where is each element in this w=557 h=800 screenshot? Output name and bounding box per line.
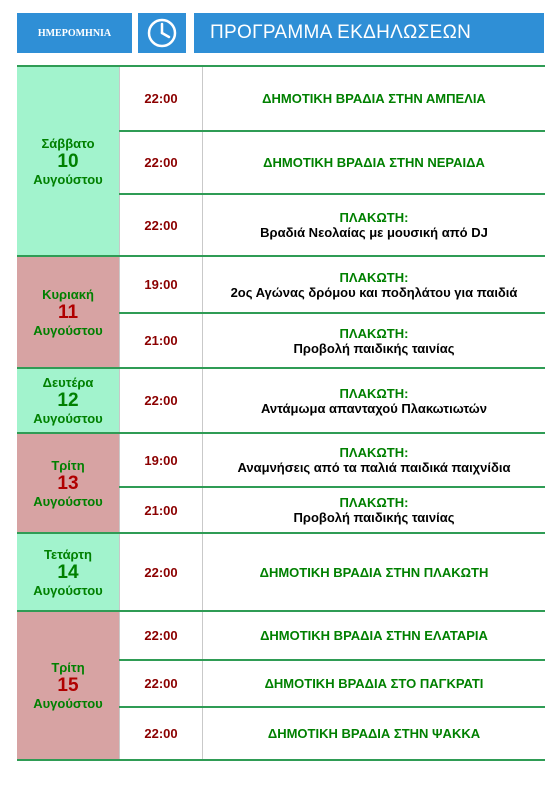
day-month: Αυγούστου bbox=[33, 696, 103, 711]
event-description bbox=[203, 67, 545, 130]
event-row bbox=[119, 312, 545, 367]
day-name: Τετάρτη bbox=[43, 546, 92, 562]
event-row bbox=[119, 612, 545, 659]
day-group bbox=[17, 432, 545, 532]
event-row bbox=[119, 257, 545, 312]
event-time: 22:00 bbox=[119, 612, 203, 659]
event-description bbox=[203, 314, 545, 367]
day-group bbox=[17, 610, 545, 761]
event-time: 22:00 bbox=[119, 67, 203, 130]
event-title: ΠΛΑΚΩΤΗ: bbox=[339, 210, 409, 225]
event-description bbox=[203, 612, 545, 659]
event-description bbox=[203, 257, 545, 312]
event-subtitle: 2ος Αγώνας δρόμου και ποδηλάτου για παιδιά bbox=[230, 284, 518, 300]
clock-icon bbox=[145, 16, 179, 50]
event-time: 21:00 bbox=[119, 488, 203, 532]
event-row bbox=[119, 706, 545, 759]
event-description bbox=[203, 488, 545, 532]
event-time: 22:00 bbox=[119, 132, 203, 193]
event-title: ΔΗΜΟΤΙΚΗ ΒΡΑΔΙΑ ΣΤΗΝ ΠΛΑΚΩΤΗ bbox=[259, 564, 489, 580]
day-number: 12 bbox=[57, 390, 79, 411]
day-cell bbox=[17, 434, 119, 532]
day-name: Σάββατο bbox=[41, 135, 95, 151]
event-row bbox=[119, 369, 545, 432]
day-name: Δευτέρα bbox=[42, 375, 94, 390]
day-name: Τρίτη bbox=[51, 660, 85, 675]
event-description bbox=[203, 195, 545, 255]
event-description bbox=[203, 434, 545, 486]
day-month: Αυγούστου bbox=[33, 582, 103, 598]
day-cell bbox=[17, 257, 119, 367]
event-description bbox=[203, 661, 545, 706]
day-group bbox=[17, 532, 545, 610]
event-row bbox=[119, 434, 545, 486]
day-number: 13 bbox=[57, 472, 79, 494]
day-number: 14 bbox=[57, 561, 79, 583]
event-description bbox=[203, 534, 545, 610]
day-group bbox=[17, 65, 545, 255]
event-row bbox=[119, 659, 545, 706]
event-title: ΠΛΑΚΩΤΗ: bbox=[339, 385, 409, 401]
event-row bbox=[119, 193, 545, 255]
event-subtitle: Αναμνήσεις από τα παλιά παιδικά παιχνίδια bbox=[237, 460, 511, 475]
event-description bbox=[203, 708, 545, 759]
event-subtitle: Βραδιά Νεολαίας με μουσική από DJ bbox=[260, 225, 488, 240]
day-month: Αυγούστου bbox=[33, 171, 103, 187]
event-time: 19:00 bbox=[119, 434, 203, 486]
event-subtitle: Αντάμωμα απανταχού Πλακωτιωτών bbox=[260, 400, 487, 416]
day-cell bbox=[17, 612, 119, 759]
day-cell bbox=[17, 67, 119, 255]
date-column-label: ΗΜΕΡΟΜΗΝΙΑ bbox=[37, 27, 112, 39]
event-title: ΔΗΜΟΤΙΚΗ ΒΡΑΔΙΑ ΣΤΗΝ ΨΑΚΚΑ bbox=[267, 726, 481, 741]
event-row bbox=[119, 534, 545, 610]
page-title-text: ΠΡΟΓΡΑΜΜΑ ΕΚΔΗΛΩΣΕΩΝ bbox=[210, 22, 472, 43]
event-time: 19:00 bbox=[119, 257, 203, 312]
clock-icon-box bbox=[138, 13, 186, 53]
date-column-header bbox=[17, 13, 132, 53]
event-time: 22:00 bbox=[119, 661, 203, 706]
day-name: Τρίτη bbox=[51, 457, 85, 473]
day-cell bbox=[17, 369, 119, 432]
event-time: 22:00 bbox=[119, 195, 203, 255]
event-row bbox=[119, 130, 545, 193]
event-description bbox=[203, 132, 545, 193]
event-title: ΔΗΜΟΤΙΚΗ ΒΡΑΔΙΑ ΣΤΗΝ ΑΜΠΕΛΙΑ bbox=[262, 91, 486, 106]
event-title: ΠΛΑΚΩΤΗ: bbox=[339, 325, 409, 341]
day-cell bbox=[17, 534, 119, 610]
day-number: 11 bbox=[57, 301, 79, 323]
event-time: 22:00 bbox=[119, 369, 203, 432]
day-group bbox=[17, 255, 545, 367]
event-time: 22:00 bbox=[119, 534, 203, 610]
event-title: ΔΗΜΟΤΙΚΗ ΒΡΑΔΙΑ ΣΤΗΝ ΝΕΡΑΙΔΑ bbox=[263, 155, 485, 170]
page-title bbox=[194, 13, 544, 53]
event-time: 21:00 bbox=[119, 314, 203, 367]
day-number: 15 bbox=[57, 675, 79, 696]
day-name: Κυριακή bbox=[42, 286, 94, 302]
event-title: ΠΛΑΚΩΤΗ: bbox=[339, 445, 409, 460]
event-title: ΠΛΑΚΩΤΗ: bbox=[339, 495, 409, 510]
day-month: Αυγούστου bbox=[33, 411, 103, 426]
event-title: ΠΛΑΚΩΤΗ: bbox=[339, 269, 409, 285]
event-row bbox=[119, 486, 545, 532]
event-description bbox=[203, 369, 545, 432]
event-subtitle: Προβολή παιδικής ταινίας bbox=[293, 340, 455, 356]
day-month: Αυγούστου bbox=[33, 493, 103, 509]
event-time: 22:00 bbox=[119, 708, 203, 759]
day-month: Αυγούστου bbox=[33, 322, 103, 338]
event-title: ΔΗΜΟΤΙΚΗ ΒΡΑΔΙΑ ΣΤΟ ΠΑΓΚΡΑΤΙ bbox=[264, 676, 484, 691]
event-schedule-table bbox=[17, 65, 545, 761]
day-group bbox=[17, 367, 545, 432]
event-subtitle: Προβολή παιδικής ταινίας bbox=[293, 510, 455, 525]
event-row bbox=[119, 67, 545, 130]
day-number: 10 bbox=[57, 150, 79, 172]
event-title: ΔΗΜΟΤΙΚΗ ΒΡΑΔΙΑ ΣΤΗΝ ΕΛΑΤΑΡΙΑ bbox=[260, 628, 488, 643]
